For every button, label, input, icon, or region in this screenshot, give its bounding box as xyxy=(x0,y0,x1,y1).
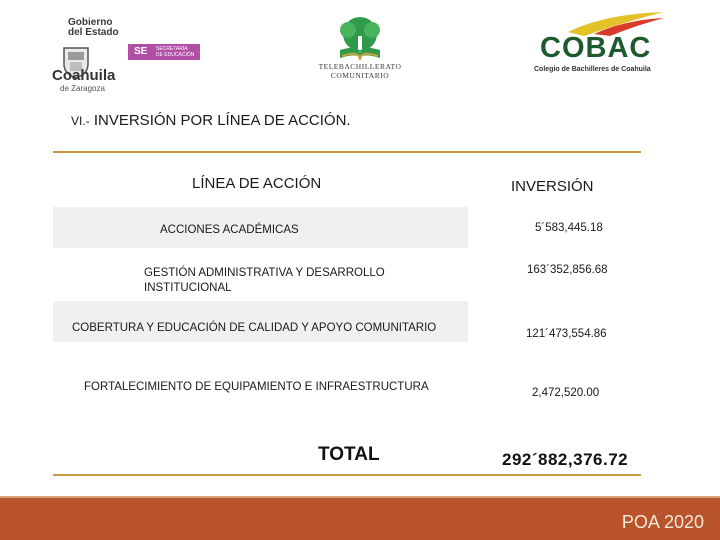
footer-poa-label: POA 2020 xyxy=(621,512,704,532)
row-1-line: ACCIONES ACADÉMICAS xyxy=(160,224,299,236)
section-title xyxy=(71,112,351,129)
row-3-line: COBERTURA Y EDUCACIÓN DE CALIDAD Y APOYO COMUNITARIO xyxy=(72,322,437,334)
tc-caption-line1: TELEBACHILLERATO xyxy=(318,62,402,71)
row-4-line: FORTALECIMIENTO DE EQUIPAMIENTO E INFRAESTRUCTURA xyxy=(84,381,429,393)
se-badge xyxy=(128,44,200,60)
gob-line2: del Estado xyxy=(68,27,119,38)
row-2-line: GESTIÓN ADMINISTRATIVA Y DESARROLLO INSTITUCIONAL xyxy=(144,267,385,294)
telebachillerato-logo xyxy=(318,14,402,86)
tree-book-icon xyxy=(318,14,402,62)
total-label: TOTAL xyxy=(318,444,380,465)
se-badge-sub1: SECRETARÍA xyxy=(156,46,188,52)
cobac-name: COBAC xyxy=(540,32,652,64)
gob-name: Coahuila xyxy=(52,67,116,84)
header-inversion: INVERSIÓN xyxy=(511,178,594,195)
gob-line1: Gobierno xyxy=(68,17,113,28)
se-badge-label: SE xyxy=(134,46,148,57)
se-badge-sub2: DE EDUCACIÓN xyxy=(156,52,195,58)
cobac-subtitle: Colegio de Bachilleres de Coahuila xyxy=(534,66,651,73)
section-title-text: INVERSIÓN POR LÍNEA DE ACCIÓN. xyxy=(93,112,351,129)
cobac-logo xyxy=(530,10,670,76)
total-amount: 292´882,376.72 xyxy=(502,450,629,469)
table-bottom-rule xyxy=(53,474,641,476)
tc-caption xyxy=(318,62,402,80)
row-3-amount: 121´473,554.86 xyxy=(526,328,607,340)
section-number: VI.- xyxy=(71,114,90,128)
gob-tagline: de Zaragoza xyxy=(60,84,105,93)
gobierno-coahuila-logo xyxy=(42,14,208,106)
row-1-amount: 5´583,445.18 xyxy=(535,222,603,234)
footer-bar xyxy=(0,498,720,540)
tc-caption-line2: COMUNITARIO xyxy=(330,71,390,80)
table-top-rule xyxy=(53,151,641,153)
row-4-amount: 2,472,520.00 xyxy=(532,387,600,399)
header-linea-de-accion: LÍNEA DE ACCIÓN xyxy=(192,175,322,192)
row-2-amount: 163´352,856.68 xyxy=(527,264,608,276)
